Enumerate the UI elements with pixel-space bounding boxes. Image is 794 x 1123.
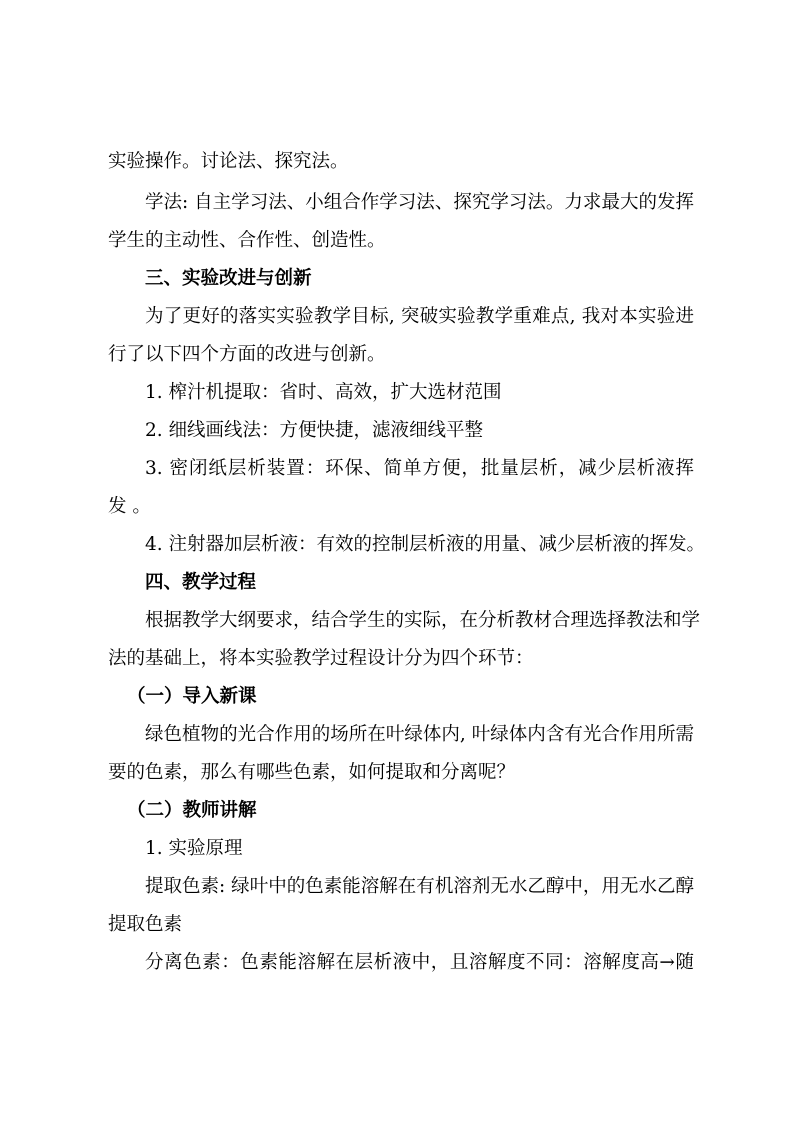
text-line: 行了以下四个方面的改进与创新。 bbox=[108, 344, 386, 365]
list-item: 4. 注射器加层析液：有效的控制层析液的用量、减少层析液的挥发。 bbox=[145, 534, 706, 555]
text-line: 提取色素 bbox=[108, 914, 183, 935]
list-item: 2. 细线画线法：方便快捷，滤液细线平整 bbox=[145, 420, 484, 441]
text-line: 学法: 自主学习法、小组合作学习法、探究学习法。力求最大的发挥 bbox=[145, 192, 694, 213]
text-line: 学生的主动性、合作性、创造性。 bbox=[108, 230, 386, 251]
text-line: 绿色植物的光合作用的场所在叶绿体内, 叶绿体内含有光合作用所需 bbox=[145, 724, 694, 745]
list-item: 1. 榨汁机提取：省时、高效，扩大选材范围 bbox=[145, 382, 502, 403]
text-line: 法的基础上，将本实验教学过程设计分为四个环节： bbox=[108, 648, 534, 669]
subsection-heading: （二）教师讲解 bbox=[127, 800, 257, 821]
text-line: 为了更好的落实实验教学目标, 突破实验教学重难点, 我对本实验进 bbox=[145, 306, 694, 327]
section-heading: 四、教学过程 bbox=[145, 572, 257, 593]
section-heading: 三、实验改进与创新 bbox=[145, 268, 312, 289]
text-line: 发 。 bbox=[108, 496, 151, 517]
list-item: 1. 实验原理 bbox=[145, 838, 243, 859]
text-line: 提取色素: 绿叶中的色素能溶解在有机溶剂无水乙醇中，用无水乙醇 bbox=[145, 876, 694, 897]
list-item: 3. 密闭纸层析装置：环保、简单方便，批量层析，减少层析液挥 bbox=[145, 458, 694, 479]
subsection-heading: （一）导入新课 bbox=[127, 686, 257, 707]
text-line: 实验操作。讨论法、探究法。 bbox=[108, 151, 349, 172]
text-line: 分离色素：色素能溶解在层析液中，且溶解度不同：溶解度高→随 bbox=[145, 952, 694, 973]
text-line: 根据教学大纲要求，结合学生的实际，在分析教材合理选择教法和学 bbox=[145, 610, 701, 631]
text-line: 要的色素，那么有哪些色素，如何提取和分离呢？ bbox=[108, 762, 516, 783]
